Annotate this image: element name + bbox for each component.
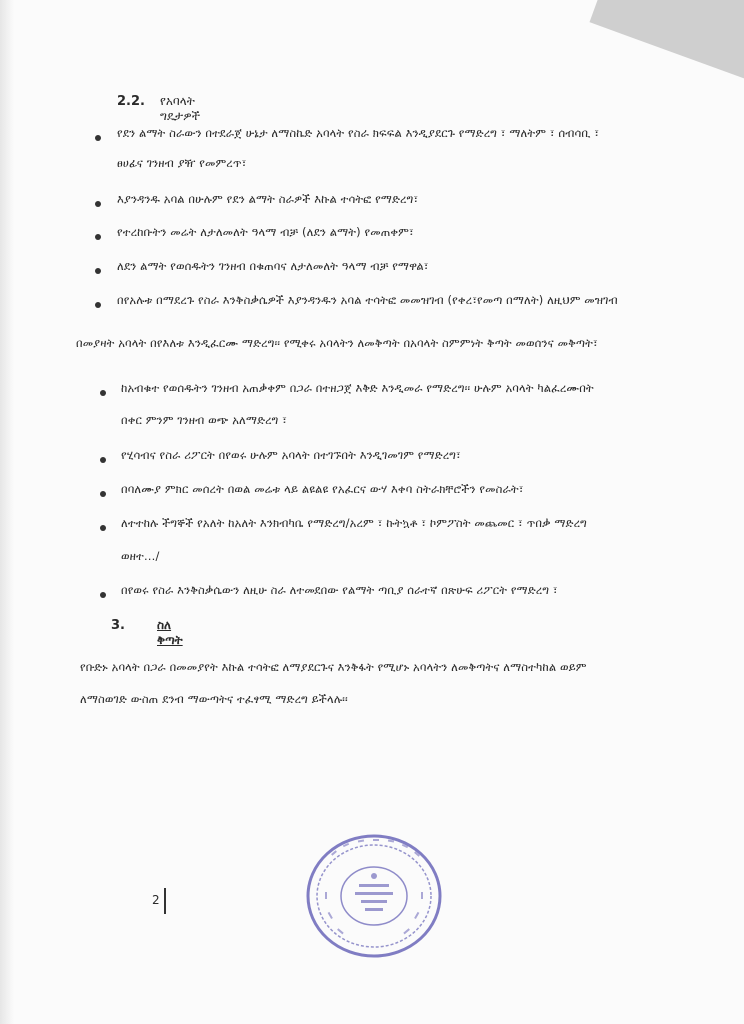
bullet-icon	[100, 525, 106, 531]
bullet-icon	[100, 457, 106, 463]
section-title: ስለ ቅጣት	[157, 618, 183, 647]
list-item-line: የሂሳብና የስራ ሪፖርት በየወሩ ሁሉም አባላት በተገኙበት እንዲገመገም የማድረግ፣	[121, 448, 461, 462]
list-item-line: ወዘተ…/	[121, 549, 160, 563]
section-number: 3.	[111, 618, 125, 633]
list-item-line: እያንዳንዱ አባል በሁሉም የደን ልማት ስራዎች እኩል ተሳትፎ የማድረግ፣	[117, 192, 419, 206]
continuation-paragraph: በመያዛት አባላት በየእለቱ እንዲፈርሙ ማድረግ፡፡ የሚቀሩ አባላትን ለመቅጣት በአባላት ስምምነት ቅጣት መወሰንና መቅጣት፣	[76, 336, 598, 350]
paragraph-line: የቡድኑ አባላት በጋራ በመመያየት እኩል ተሳትፎ ለማያደርጉና እንቅፋት የሚሆኑ አባላትን ለመቅጣትና ለማስተካከል ወይም	[80, 660, 587, 674]
list-item-line: በባለሙያ ምክር መሰረት በወል መሬቱ ላይ ልዩልዩ የአፈርና ውሃ እቀባ ስትራክቸሮችን የመስራት፣	[121, 482, 524, 496]
list-item-line: ለደን ልማት የወሰዱትን ገንዘብ በቁጠባና ለታለመለት ዓላማ ብቻ የማዋል፣	[117, 259, 429, 273]
page-number-divider	[164, 888, 166, 914]
page-corner-fold	[590, 0, 744, 91]
list-item-line: ከአብቁተ የወሰዱትን ገንዘብ አጠቃቀም በጋራ በተዘጋጀ እቅድ እንዲመራ የማድረግ፡፡ ሁሉም አባላት ካልፈረሙበት	[121, 381, 594, 395]
list-item-line: የተረከቡትን መሬት ለታለመለት ዓላማ ብቻ (ለደን ልማት) የመጠቀም፣	[117, 225, 414, 239]
list-item-line: የደን ልማት ስራውን በተደራጀ ሁኔታ ለማስኬድ አባላት የስራ ክፍፍል እንዲያደርጉ የማድረግ ፣ ማለትም ፣ ሰብሳቢ ፣	[117, 126, 600, 140]
bullet-icon	[100, 491, 106, 497]
list-item-line: በቀር ምንም ገንዘብ ወጭ አለማድረግ ፣	[121, 413, 287, 427]
bullet-icon	[95, 135, 101, 141]
section-number: 2.2.	[117, 94, 145, 109]
page-edge-shadow	[0, 0, 14, 1024]
bullet-icon	[95, 268, 101, 274]
bullet-icon	[100, 390, 106, 396]
list-item-line: በየወሩ የስራ እንቅስቃሴውን ለዚሁ ስራ ለተመደበው የልማት ጣቢያ ሰራተኛ በጽሁፍ ሪፖርት የማድረግ ፣	[121, 583, 558, 597]
bullet-icon	[95, 302, 101, 308]
section-title: የአባላት ግዴታዎች	[160, 94, 201, 123]
list-item-line: ለተተከሉ ችግኞች የአለት ከአለት እንክብካቤ የማድረግ/አረም ፣ ኩትኳቶ ፣ ኮምፖስት መጨመር ፣ ጥበቃ ማድረግ	[121, 516, 587, 530]
list-item-line: በየአሉቱ በማደረጉ የስራ እንቅስቃሴዎች እያንዳንዱን አባል ተሳትፎ መመዝገብ (የቀረ፣የመጣ በማለት) ለዚህም መዝገብ	[117, 293, 618, 307]
list-item-line: ፀሀፊና ገንዘብ ያዥ የመምረጥ፣	[117, 156, 247, 170]
paragraph-line: ለማስወገድ ውስጠ ደንብ ማውጣትና ተፈፃሚ ማድረግ ይችላሉ፡፡	[80, 692, 348, 706]
page-number: 2	[152, 893, 160, 907]
bullet-icon	[95, 201, 101, 207]
official-stamp-icon	[303, 832, 445, 960]
bullet-icon	[95, 234, 101, 240]
bullet-icon	[100, 592, 106, 598]
